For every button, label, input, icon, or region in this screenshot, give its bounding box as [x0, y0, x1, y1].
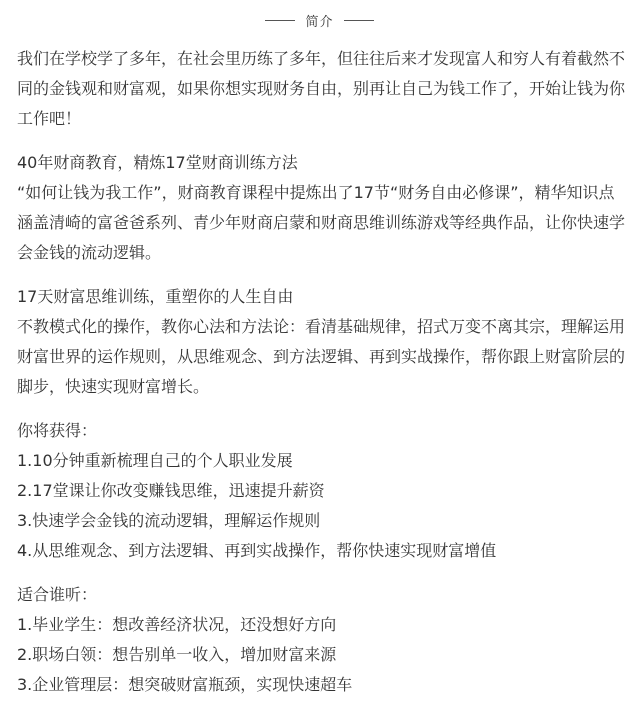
gains-item: 4.从思维观念、到方法逻辑、再到实战操作，帮你快速实现财富增值 [17, 541, 497, 560]
section-header [0, 8, 639, 32]
section-title: 简介 [305, 14, 334, 30]
header-rule-right [344, 20, 374, 21]
gains-item: 1.10分钟重新梳理自己的个人职业发展 [17, 451, 293, 470]
section2-body: 不教模式化的操作，教你心法和方法论：看清基础规律，招式万变不离其宗，理解运用财富世界的运作规则，从思维观念、到方法逻辑、再到实战操作，帮你跟上财富阶层的脚步，快速实现财富增长。 [17, 317, 626, 396]
header-rule-left [265, 20, 295, 21]
section1-heading: 40年财商教育，精炼17堂财商训练方法 [17, 153, 298, 172]
audience-heading: 适合谁听： [17, 585, 98, 604]
audience-item: 3.企业管理层：想突破财富瓶颈，实现快速超车 [17, 675, 353, 694]
description-content [17, 44, 629, 700]
section2-heading: 17天财富思维训练，重塑你的人生自由 [17, 287, 294, 306]
gains-item: 3.快速学会金钱的流动逻辑，理解运作规则 [17, 511, 321, 530]
section1-body: “如何让钱为我工作”，财商教育课程中提炼出了17节“财务自由必修课”，精华知识点涵盖清崎的富爸爸系列、青少年财商启蒙和财商思维训练游戏等经典作品，让你快速学会金钱的流动逻辑。 [17, 183, 626, 262]
audience-item: 1.毕业学生：想改善经济状况，还没想好方向 [17, 615, 337, 634]
gains-heading: 你将获得： [17, 421, 98, 440]
audience-item: 2.职场白领：想告别单一收入，增加财富来源 [17, 645, 337, 664]
intro-paragraph: 我们在学校学了多年，在社会里历练了多年，但往往后来才发现富人和穷人有着截然不同的金钱观和财富观，如果你想实现财务自由，别再让自己为钱工作了，开始让钱为你工作吧！ [17, 49, 626, 128]
gains-item: 2.17堂课让你改变赚钱思维，迅速提升薪资 [17, 481, 325, 500]
